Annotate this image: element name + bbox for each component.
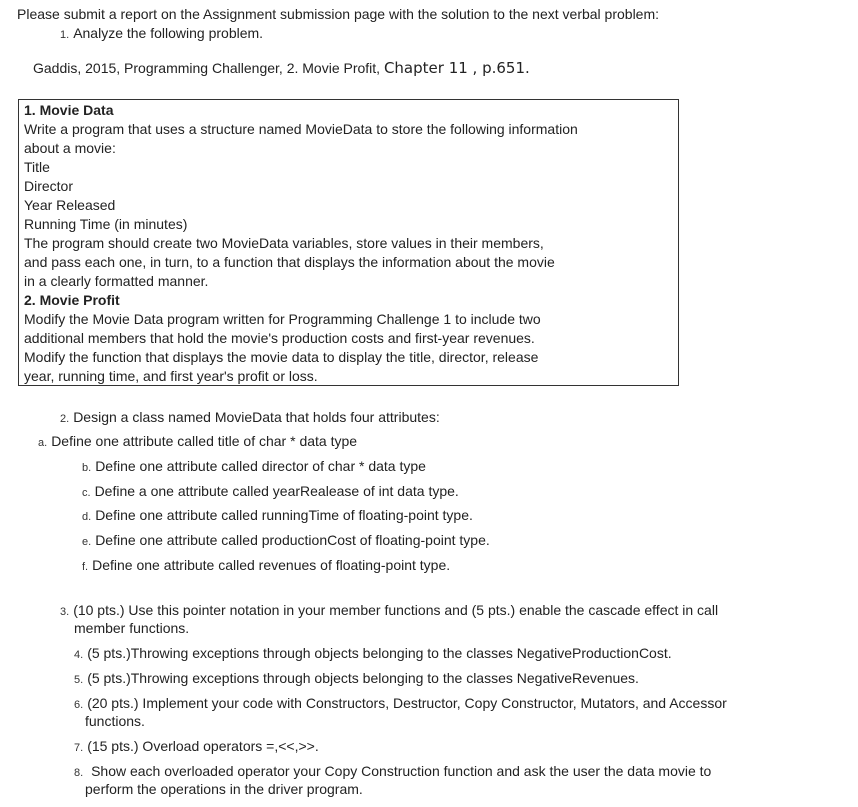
step-6 bbox=[74, 694, 727, 714]
step-1 bbox=[60, 24, 263, 44]
sub-item-text: Define one attribute called director of char * data type bbox=[95, 458, 426, 474]
sub-item-text: Define one attribute called runningTime of floating-point type. bbox=[95, 507, 473, 523]
sub-item-number: e. bbox=[82, 536, 92, 548]
sub-item-f bbox=[82, 556, 450, 576]
box-line: in a clearly formatted manner. bbox=[24, 273, 209, 289]
step-5 bbox=[74, 669, 639, 689]
step-6-continuation: functions. bbox=[85, 713, 145, 729]
citation bbox=[33, 59, 530, 77]
box-heading-movie-data: 1. Movie Data bbox=[24, 102, 114, 118]
citation-chapter: Chapter 11 , p.651. bbox=[383, 59, 530, 77]
step-8-continuation: perform the operations in the driver program. bbox=[85, 781, 363, 797]
box-line: about a movie: bbox=[24, 140, 116, 156]
step-8-number: 8. bbox=[74, 767, 84, 779]
sub-item-number: b. bbox=[82, 462, 92, 474]
box-line: Running Time (in minutes) bbox=[24, 216, 188, 232]
box-line: year, running time, and first year's profit or loss. bbox=[24, 368, 318, 384]
box-heading-movie-profit: 2. Movie Profit bbox=[24, 292, 120, 308]
step-6-number: 6. bbox=[74, 699, 84, 711]
sub-item-number: c. bbox=[82, 487, 91, 499]
sub-item-text: Define one attribute called title of char * data type bbox=[51, 433, 358, 449]
box-line: and pass each one, in turn, to a function that displays the information about the movie bbox=[24, 254, 555, 270]
sub-item-b bbox=[82, 457, 426, 477]
sub-item-e bbox=[82, 531, 490, 551]
sub-item-number: a. bbox=[38, 437, 48, 449]
sub-item-text: Define one attribute called revenues of floating-point type. bbox=[92, 557, 451, 573]
step-8 bbox=[74, 762, 711, 782]
problem-box bbox=[18, 99, 679, 386]
sub-item-c bbox=[82, 482, 459, 502]
box-line: Director bbox=[24, 178, 74, 194]
sub-item-text: Define one attribute called productionCost of floating-point type. bbox=[95, 532, 490, 548]
box-line: Modify the function that displays the movie data to display the title, director, release bbox=[24, 349, 539, 365]
step-1-text: Analyze the following problem. bbox=[73, 25, 264, 41]
step-6-text: (20 pts.) Implement your code with Constructors, Destructor, Copy Constructor, Mutators, and Accessor bbox=[87, 695, 727, 711]
step-1-number: 1. bbox=[60, 29, 70, 41]
step-3-text: (10 pts.) Use this pointer notation in your member functions and (5 pts.) enable the cascade effect in call bbox=[73, 602, 719, 618]
step-5-number: 5. bbox=[74, 674, 84, 686]
step-4-text: (5 pts.)Throwing exceptions through objects belonging to the classes NegativeProductionCost. bbox=[87, 645, 672, 661]
step-8-text: Show each overloaded operator your Copy Construction function and ask the user the data movie to bbox=[87, 763, 712, 779]
step-2 bbox=[60, 408, 440, 428]
step-4-number: 4. bbox=[74, 649, 84, 661]
step-7-text: (15 pts.) Overload operators =,<<,>>. bbox=[87, 738, 319, 754]
sub-item-d bbox=[82, 506, 473, 526]
box-line: Year Released bbox=[24, 197, 116, 213]
step-3-number: 3. bbox=[60, 606, 70, 618]
box-line: Modify the Movie Data program written for Programming Challenge 1 to include two bbox=[24, 311, 541, 327]
sub-item-text: Define a one attribute called yearRealease of int data type. bbox=[94, 483, 459, 499]
box-line: additional members that hold the movie's production costs and first-year revenues. bbox=[24, 330, 535, 346]
box-line: Write a program that uses a structure named MovieData to store the following information bbox=[24, 121, 578, 137]
sub-item-number: d. bbox=[82, 511, 92, 523]
step-5-text: (5 pts.)Throwing exceptions through objects belonging to the classes NegativeRevenues. bbox=[87, 670, 639, 686]
step-3-continuation: member functions. bbox=[74, 620, 190, 636]
sub-item-a bbox=[38, 432, 357, 452]
box-line: Title bbox=[24, 159, 50, 175]
sub-item-number: f. bbox=[82, 561, 89, 573]
intro-text: Please submit a report on the Assignment submission page with the solution to the next verbal problem: bbox=[17, 6, 660, 22]
step-3 bbox=[60, 601, 718, 621]
step-7-number: 7. bbox=[74, 742, 84, 754]
step-2-number: 2. bbox=[60, 413, 70, 425]
step-2-text: Design a class named MovieData that holds four attributes: bbox=[73, 409, 440, 425]
step-4 bbox=[74, 644, 672, 664]
box-line: The program should create two MovieData variables, store values in their members, bbox=[24, 235, 544, 251]
citation-main: Gaddis, 2015, Programming Challenger, 2. Movie Profit, bbox=[33, 60, 384, 76]
step-7 bbox=[74, 737, 319, 757]
